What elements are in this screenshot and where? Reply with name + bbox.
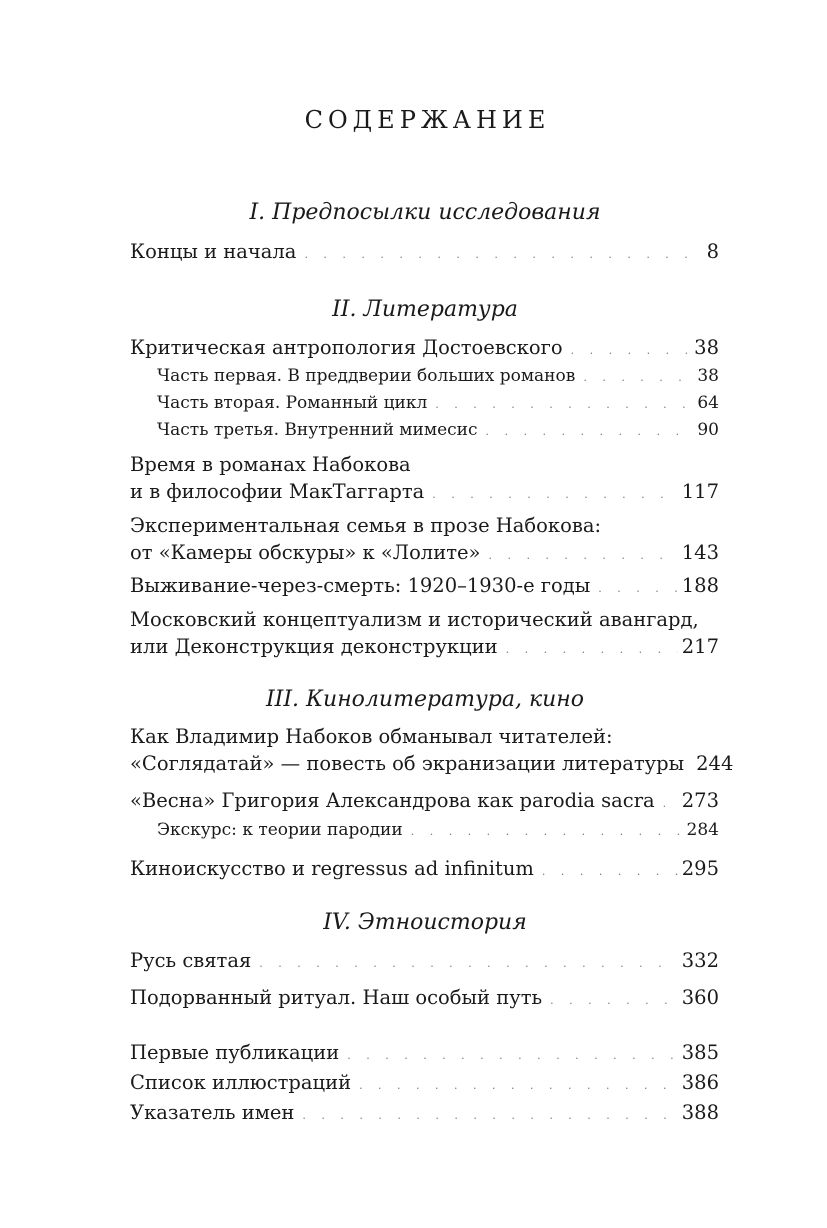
toc-entry-title: Выживание-через-смерть: 1920–1930-е годы bbox=[130, 574, 591, 597]
dot-leader bbox=[347, 1042, 678, 1069]
toc-entry-title-line2: или Деконструкция деконструкции bbox=[130, 635, 498, 658]
toc-entry-title: Часть вторая. Романный цикл bbox=[157, 393, 428, 413]
toc-entry-page: 117 bbox=[681, 480, 719, 503]
toc-entry[interactable] bbox=[130, 512, 719, 569]
toc-entry[interactable] bbox=[130, 238, 719, 268]
dot-leader bbox=[411, 820, 683, 844]
toc-entry-page: 244 bbox=[696, 752, 734, 775]
toc-entry-page: 360 bbox=[681, 986, 719, 1009]
toc-entry-title-line2: от «Камеры обскуры» к «Лолите» bbox=[130, 541, 481, 564]
toc-entry[interactable] bbox=[130, 787, 719, 817]
toc-entry[interactable] bbox=[130, 723, 734, 780]
toc-entry-title: Часть третья. Внутренний мимесис bbox=[157, 420, 478, 440]
toc-entry[interactable] bbox=[130, 572, 719, 602]
dot-leader bbox=[486, 420, 694, 444]
toc-entry[interactable] bbox=[130, 1069, 719, 1099]
toc-entry-page: 64 bbox=[697, 393, 719, 413]
section-heading: III. Кинолитература, кино bbox=[265, 687, 585, 712]
toc-entry-page: 143 bbox=[681, 541, 719, 564]
toc-entry-page: 385 bbox=[681, 1041, 719, 1064]
toc-entry-title: «Весна» Григория Александрова как parodia sacra bbox=[130, 789, 655, 812]
toc-entry-page: 284 bbox=[686, 820, 719, 840]
toc-entry-page: 38 bbox=[694, 336, 719, 359]
toc-entry[interactable] bbox=[130, 984, 719, 1014]
toc-entry-title-line1: Время в романах Набокова bbox=[130, 453, 411, 476]
dot-leader bbox=[435, 393, 693, 417]
section-heading: I. Предпосылки исследования bbox=[249, 200, 601, 225]
toc-subentry[interactable] bbox=[157, 818, 719, 844]
toc-entry-title-line1: Экспериментальная семья в прозе Набокова: bbox=[130, 514, 602, 537]
toc-entry-title: Подорванный ритуал. Наш особый путь bbox=[130, 986, 543, 1009]
dot-leader bbox=[259, 950, 678, 977]
dot-leader bbox=[542, 858, 678, 885]
dot-leader bbox=[583, 366, 693, 390]
toc-entry[interactable] bbox=[130, 606, 719, 663]
toc-entry-title: Указатель имен bbox=[130, 1101, 295, 1124]
dot-leader bbox=[488, 542, 677, 569]
toc-entry-title: Первые публикации bbox=[130, 1041, 340, 1064]
toc-entry-title: Киноискусство и regressus ad infinitum bbox=[130, 857, 534, 880]
toc-entry[interactable] bbox=[130, 451, 719, 508]
toc-subentry[interactable] bbox=[157, 391, 719, 417]
toc-entry-page: 332 bbox=[681, 949, 719, 972]
toc-subentry[interactable] bbox=[157, 418, 719, 444]
toc-entry-title: Концы и начала bbox=[130, 240, 297, 263]
toc-entry[interactable] bbox=[130, 855, 719, 885]
dot-leader bbox=[571, 337, 691, 364]
toc-entry-page: 8 bbox=[706, 240, 719, 263]
toc-entry-title-line1: Как Владимир Набоков обманывал читателей: bbox=[130, 725, 613, 748]
dot-leader bbox=[304, 241, 702, 268]
dot-leader bbox=[506, 636, 678, 663]
dot-leader bbox=[432, 481, 678, 508]
toc-entry-title: Список иллюстраций bbox=[130, 1071, 352, 1094]
toc-entry[interactable] bbox=[130, 1099, 719, 1129]
toc-entry-page: 188 bbox=[681, 574, 719, 597]
dot-leader bbox=[302, 1102, 677, 1129]
toc-entry-title-line1: Московский концептуализм и исторический авангард, bbox=[130, 608, 699, 631]
toc-entry-title-line2: «Соглядатай» — повесть об экранизации литературы bbox=[130, 752, 685, 775]
toc-entry-page: 38 bbox=[697, 366, 719, 386]
toc-entry-title: Экскурс: к теории пародии bbox=[157, 820, 403, 840]
toc-subentry[interactable] bbox=[157, 364, 719, 390]
toc-entry-page: 273 bbox=[681, 789, 719, 812]
section-heading: IV. Этноистория bbox=[323, 910, 527, 935]
toc-entry-page: 295 bbox=[681, 857, 719, 880]
dot-leader bbox=[359, 1072, 678, 1099]
toc-entry[interactable] bbox=[130, 947, 719, 977]
toc-entry-title: Критическая антропология Достоевского bbox=[130, 336, 563, 359]
dot-leader bbox=[598, 575, 677, 602]
toc-entry[interactable] bbox=[130, 334, 719, 364]
toc-entry-title-line2: и в философии МакТаггарта bbox=[130, 480, 425, 503]
section-heading: II. Литература bbox=[332, 297, 518, 322]
toc-entry-title: Часть первая. В преддверии больших романов bbox=[157, 366, 576, 386]
page-title: СОДЕРЖАНИЕ bbox=[304, 106, 551, 134]
dot-leader bbox=[663, 790, 678, 817]
toc-entry-page: 388 bbox=[681, 1101, 719, 1124]
toc-entry-page: 217 bbox=[681, 635, 719, 658]
dot-leader bbox=[550, 987, 678, 1014]
toc-entry-page: 386 bbox=[681, 1071, 719, 1094]
toc-entry-title: Русь святая bbox=[130, 949, 252, 972]
toc-entry[interactable] bbox=[130, 1039, 719, 1069]
toc-entry-page: 90 bbox=[697, 420, 719, 440]
